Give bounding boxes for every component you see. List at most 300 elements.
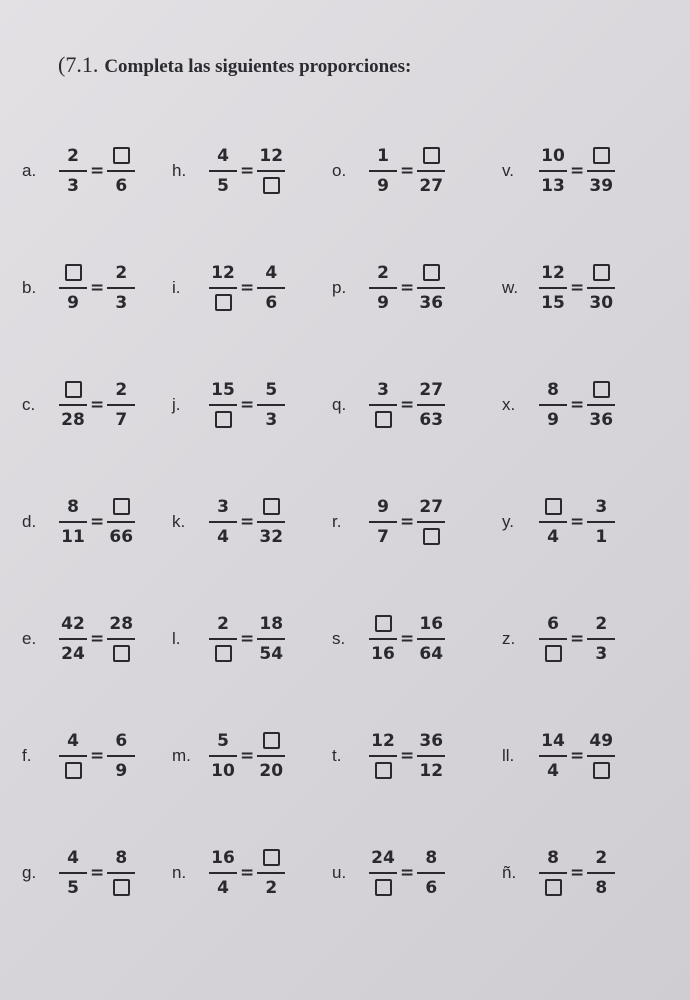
fraction-bar — [209, 638, 237, 640]
proportion-item — [172, 346, 332, 463]
item-label: r. — [332, 511, 342, 531]
denominator: 9 — [67, 292, 79, 313]
proportion — [56, 378, 138, 432]
denominator: 3 — [67, 175, 79, 196]
numerator: 1 — [377, 145, 389, 166]
denominator: 12 — [419, 760, 444, 781]
numerator: 2 — [377, 262, 389, 283]
numerator: 4 — [67, 847, 79, 868]
denominator: 11 — [61, 526, 85, 547]
blank-box[interactable] — [591, 144, 612, 168]
fraction — [417, 846, 445, 900]
blank-box[interactable] — [543, 876, 564, 900]
denominator: 13 — [541, 175, 565, 196]
fraction — [257, 612, 285, 666]
proportion — [536, 729, 618, 783]
blank-box[interactable] — [111, 876, 132, 900]
numerator: 2 — [595, 613, 608, 634]
fraction-bar — [257, 755, 285, 757]
proportion — [366, 144, 448, 198]
numerator: 27 — [419, 496, 444, 517]
fraction-bar — [417, 521, 445, 523]
fraction — [257, 261, 285, 315]
fraction — [107, 729, 135, 783]
empty-box-icon[interactable] — [263, 177, 280, 194]
item-label: x. — [502, 394, 516, 414]
proportion-item — [22, 697, 172, 814]
item-label: o. — [332, 160, 347, 180]
blank-box[interactable] — [373, 759, 394, 783]
blank-box[interactable] — [261, 174, 282, 198]
fraction-bar — [417, 287, 445, 289]
numerator: 18 — [259, 613, 284, 634]
proportion — [536, 378, 618, 432]
proportion — [536, 144, 618, 198]
blank-box[interactable] — [261, 846, 282, 870]
numerator: 12 — [541, 262, 565, 283]
fraction — [539, 261, 567, 315]
proportion-item — [332, 697, 502, 814]
fraction — [209, 144, 237, 198]
item-label: g. — [22, 862, 37, 882]
proportion-item — [502, 580, 672, 697]
fraction — [59, 612, 87, 666]
proportion — [56, 729, 138, 783]
equals-sign: = — [90, 160, 105, 181]
proportion — [56, 495, 138, 549]
equals-sign: = — [240, 277, 255, 298]
blank-box[interactable] — [63, 759, 84, 783]
fraction-bar — [107, 872, 135, 874]
fraction-bar — [59, 521, 87, 523]
empty-box-icon[interactable] — [113, 879, 130, 896]
fraction — [257, 378, 285, 432]
blank-box[interactable] — [261, 495, 282, 519]
fraction — [369, 261, 397, 315]
proportion — [206, 846, 288, 900]
denominator: 4 — [547, 526, 559, 547]
empty-box-icon[interactable] — [65, 762, 82, 779]
proportion-item — [22, 112, 172, 229]
fraction-bar — [107, 521, 135, 523]
item-label: z. — [502, 628, 516, 648]
empty-box-icon[interactable] — [113, 645, 130, 662]
equals-sign: = — [400, 277, 415, 298]
fraction-bar — [539, 170, 567, 172]
numerator: 27 — [419, 379, 444, 400]
denominator: 63 — [419, 409, 444, 430]
denominator: 6 — [425, 877, 438, 898]
numerator: 42 — [61, 613, 85, 634]
proportion-item — [22, 229, 172, 346]
fraction — [587, 612, 615, 666]
proportion — [206, 144, 288, 198]
fraction-bar — [369, 170, 397, 172]
denominator: 1 — [595, 526, 608, 547]
item-label: b. — [22, 277, 37, 297]
fraction-bar — [209, 872, 237, 874]
denominator: 4 — [547, 760, 559, 781]
blank-box[interactable] — [213, 408, 234, 432]
numerator: 5 — [217, 730, 229, 751]
numerator: 2 — [115, 379, 128, 400]
proportion-item — [172, 814, 332, 931]
fraction-bar — [539, 287, 567, 289]
blank-box[interactable] — [63, 261, 84, 285]
blank-box[interactable] — [421, 261, 442, 285]
item-label: j. — [172, 394, 181, 414]
fraction-bar — [587, 638, 615, 640]
equals-sign: = — [400, 745, 415, 766]
numerator: 8 — [425, 847, 438, 868]
fraction-bar — [107, 287, 135, 289]
item-label: p. — [332, 277, 347, 297]
proportion — [56, 612, 138, 666]
blank-box[interactable] — [63, 378, 84, 402]
fraction-bar — [539, 521, 567, 523]
item-label: c. — [22, 394, 36, 414]
item-label: n. — [172, 862, 187, 882]
empty-box-icon[interactable] — [263, 732, 280, 749]
fraction — [539, 495, 567, 549]
proportion — [206, 495, 288, 549]
fraction — [257, 729, 285, 783]
equals-sign: = — [570, 745, 585, 766]
denominator: 6 — [115, 175, 128, 196]
fraction — [209, 846, 237, 900]
proportion-item — [332, 580, 502, 697]
numerator: 8 — [67, 496, 79, 517]
denominator: 15 — [541, 292, 565, 313]
empty-box-icon[interactable] — [545, 645, 562, 662]
proportion-item — [502, 229, 672, 346]
fraction-bar — [257, 287, 285, 289]
numerator: 12 — [371, 730, 395, 751]
proportion-item — [22, 463, 172, 580]
fraction-bar — [417, 170, 445, 172]
proportion-item — [172, 112, 332, 229]
equals-sign: = — [400, 628, 415, 649]
denominator: 30 — [589, 292, 614, 313]
fraction-bar — [107, 638, 135, 640]
denominator: 16 — [371, 643, 395, 664]
proportion — [206, 378, 288, 432]
empty-box-icon[interactable] — [593, 762, 610, 779]
fraction-bar — [107, 170, 135, 172]
numerator: 14 — [541, 730, 565, 751]
proportion-item — [22, 346, 172, 463]
fraction — [257, 846, 285, 900]
numerator: 3 — [217, 496, 229, 517]
fraction — [417, 729, 445, 783]
empty-box-icon[interactable] — [423, 264, 440, 281]
fraction — [369, 612, 397, 666]
fraction-bar — [59, 287, 87, 289]
denominator: 66 — [109, 526, 134, 547]
fraction — [209, 495, 237, 549]
empty-box-icon[interactable] — [375, 879, 392, 896]
fraction-bar — [587, 404, 615, 406]
proportion — [206, 261, 288, 315]
item-label: v. — [502, 160, 514, 180]
denominator: 9 — [377, 175, 389, 196]
blank-box[interactable] — [591, 759, 612, 783]
denominator: 32 — [259, 526, 284, 547]
empty-box-icon[interactable] — [375, 615, 392, 632]
denominator: 8 — [595, 877, 608, 898]
fraction-bar — [209, 170, 237, 172]
fraction — [587, 144, 615, 198]
fraction — [369, 729, 397, 783]
fraction-bar — [369, 287, 397, 289]
blank-box[interactable] — [261, 729, 282, 753]
numerator: 8 — [547, 847, 559, 868]
proportion — [206, 729, 288, 783]
numerator: 12 — [211, 262, 235, 283]
proportion — [56, 846, 138, 900]
equals-sign: = — [400, 862, 415, 883]
proportion — [206, 612, 288, 666]
fraction — [417, 378, 445, 432]
fraction — [369, 846, 397, 900]
fraction — [59, 729, 87, 783]
denominator: 4 — [217, 526, 229, 547]
proportion-item — [172, 463, 332, 580]
equals-sign: = — [570, 511, 585, 532]
equals-sign: = — [240, 745, 255, 766]
fraction-bar — [587, 755, 615, 757]
fraction-bar — [59, 638, 87, 640]
fraction-bar — [369, 755, 397, 757]
numerator: 3 — [377, 379, 389, 400]
fraction — [107, 495, 135, 549]
fraction-bar — [257, 404, 285, 406]
proportion-item — [172, 697, 332, 814]
fraction-bar — [539, 872, 567, 874]
empty-box-icon[interactable] — [215, 294, 232, 311]
denominator: 24 — [61, 643, 85, 664]
numerator: 36 — [419, 730, 444, 751]
proportion — [536, 612, 618, 666]
blank-box[interactable] — [591, 261, 612, 285]
empty-box-icon[interactable] — [375, 411, 392, 428]
empty-box-icon[interactable] — [113, 147, 130, 164]
empty-box-icon[interactable] — [263, 498, 280, 515]
proportion-item — [332, 463, 502, 580]
denominator: 39 — [589, 175, 614, 196]
denominator: 3 — [595, 643, 608, 664]
fraction — [587, 495, 615, 549]
item-label: f. — [22, 745, 32, 765]
blank-box[interactable] — [111, 642, 132, 666]
item-label: d. — [22, 511, 37, 531]
proportion-item — [502, 814, 672, 931]
equals-sign: = — [90, 277, 105, 298]
fraction — [209, 612, 237, 666]
fraction-bar — [59, 755, 87, 757]
denominator: 5 — [67, 877, 79, 898]
fraction — [107, 846, 135, 900]
equals-sign: = — [570, 862, 585, 883]
proportion — [366, 495, 448, 549]
equals-sign: = — [90, 628, 105, 649]
equals-sign: = — [400, 160, 415, 181]
proportion — [366, 612, 448, 666]
blank-box[interactable] — [373, 408, 394, 432]
equals-sign: = — [240, 511, 255, 532]
blank-box[interactable] — [213, 291, 234, 315]
proportion — [366, 729, 448, 783]
fraction-bar — [417, 404, 445, 406]
numerator: 5 — [265, 379, 278, 400]
empty-box-icon[interactable] — [65, 264, 82, 281]
item-label: ll. — [502, 745, 515, 765]
fraction — [59, 144, 87, 198]
fraction — [539, 378, 567, 432]
blank-box[interactable] — [591, 378, 612, 402]
blank-box[interactable] — [421, 144, 442, 168]
blank-box[interactable] — [213, 642, 234, 666]
fraction — [369, 144, 397, 198]
blank-box[interactable] — [543, 495, 564, 519]
fraction — [417, 144, 445, 198]
fraction-bar — [539, 404, 567, 406]
fraction — [539, 846, 567, 900]
fraction-bar — [417, 638, 445, 640]
equals-sign: = — [400, 394, 415, 415]
equals-sign: = — [240, 862, 255, 883]
item-label: k. — [172, 511, 186, 531]
fraction — [587, 378, 615, 432]
denominator: 20 — [259, 760, 284, 781]
item-label: h. — [172, 160, 187, 180]
fraction-bar — [369, 404, 397, 406]
proportion — [366, 378, 448, 432]
denominator: 27 — [419, 175, 444, 196]
blank-box[interactable] — [373, 612, 394, 636]
denominator: 5 — [217, 175, 229, 196]
empty-box-icon[interactable] — [423, 528, 440, 545]
item-label: q. — [332, 394, 347, 414]
numerator: 4 — [67, 730, 79, 751]
fraction-bar — [587, 521, 615, 523]
empty-box-icon[interactable] — [545, 879, 562, 896]
blank-box[interactable] — [111, 495, 132, 519]
numerator: 4 — [265, 262, 278, 283]
fraction-bar — [257, 170, 285, 172]
equals-sign: = — [570, 160, 585, 181]
blank-box[interactable] — [111, 144, 132, 168]
fraction — [257, 144, 285, 198]
fraction — [417, 495, 445, 549]
fraction-bar — [587, 287, 615, 289]
equals-sign: = — [240, 394, 255, 415]
empty-box-icon[interactable] — [113, 498, 130, 515]
fraction — [209, 378, 237, 432]
fraction — [209, 729, 237, 783]
fraction — [417, 261, 445, 315]
empty-box-icon[interactable] — [215, 411, 232, 428]
fraction-bar — [59, 404, 87, 406]
proportion-item — [172, 580, 332, 697]
denominator: 28 — [61, 409, 85, 430]
numerator: 4 — [217, 145, 229, 166]
equals-sign: = — [240, 628, 255, 649]
fraction — [59, 495, 87, 549]
numerator: 6 — [547, 613, 559, 634]
exercise-number: (7.1. — [58, 52, 99, 77]
empty-box-icon[interactable] — [423, 147, 440, 164]
numerator: 12 — [259, 145, 284, 166]
empty-box-icon[interactable] — [375, 762, 392, 779]
fraction — [59, 378, 87, 432]
numerator: 28 — [109, 613, 134, 634]
numerator: 16 — [211, 847, 235, 868]
item-label: i. — [172, 277, 181, 297]
blank-box[interactable] — [421, 525, 442, 549]
empty-box-icon[interactable] — [593, 264, 610, 281]
proportion — [536, 495, 618, 549]
empty-box-icon[interactable] — [593, 147, 610, 164]
proportion — [536, 846, 618, 900]
fraction-bar — [209, 287, 237, 289]
proportion — [56, 261, 138, 315]
empty-box-icon[interactable] — [593, 381, 610, 398]
fraction — [257, 495, 285, 549]
fraction — [107, 612, 135, 666]
blank-box[interactable] — [543, 642, 564, 666]
numerator: 8 — [547, 379, 559, 400]
fraction-bar — [539, 755, 567, 757]
empty-box-icon[interactable] — [215, 645, 232, 662]
equals-sign: = — [240, 160, 255, 181]
fraction — [587, 261, 615, 315]
fraction-bar — [257, 521, 285, 523]
numerator: 2 — [67, 145, 79, 166]
item-label: y. — [502, 511, 514, 531]
denominator: 3 — [265, 409, 278, 430]
exercise-title — [58, 52, 411, 78]
denominator: 9 — [115, 760, 128, 781]
fraction — [59, 846, 87, 900]
fraction-bar — [209, 521, 237, 523]
empty-box-icon[interactable] — [263, 849, 280, 866]
proportion — [536, 261, 618, 315]
denominator: 7 — [377, 526, 389, 547]
fraction-bar — [369, 638, 397, 640]
numerator: 2 — [595, 847, 608, 868]
fraction-bar — [59, 170, 87, 172]
blank-box[interactable] — [373, 876, 394, 900]
item-label: l. — [172, 628, 181, 648]
item-label: u. — [332, 862, 347, 882]
proportion-item — [22, 580, 172, 697]
empty-box-icon[interactable] — [65, 381, 82, 398]
numerator: 10 — [541, 145, 565, 166]
fraction — [107, 144, 135, 198]
proportion-item — [502, 346, 672, 463]
item-label: ñ. — [502, 862, 517, 882]
numerator: 2 — [217, 613, 229, 634]
empty-box-icon[interactable] — [545, 498, 562, 515]
proportion — [56, 144, 138, 198]
numerator: 6 — [115, 730, 128, 751]
denominator: 36 — [419, 292, 444, 313]
denominator: 9 — [547, 409, 559, 430]
proportions-grid — [22, 112, 672, 931]
denominator: 3 — [115, 292, 128, 313]
fraction-bar — [587, 872, 615, 874]
